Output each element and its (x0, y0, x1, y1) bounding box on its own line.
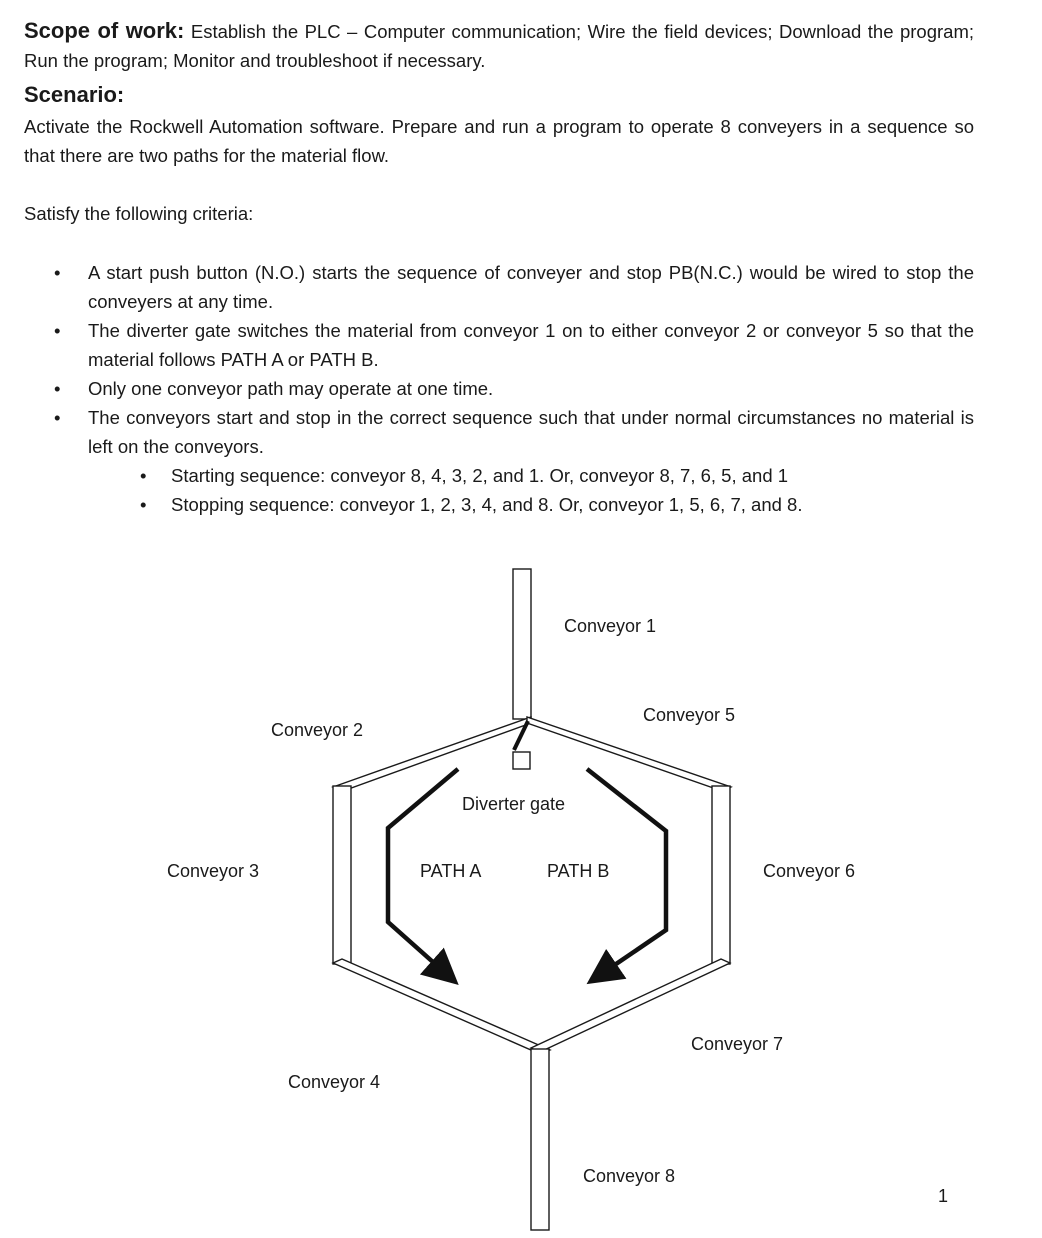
conveyor-3-belt (333, 786, 351, 964)
diverter-gate-label: Diverter gate (462, 794, 566, 814)
bullet-icon: • (54, 262, 61, 283)
bullet-icon: • (140, 494, 147, 515)
conveyor-4-label: Conveyor 4 (288, 1072, 381, 1092)
criteria-item-text: A start push button (N.O.) starts the sequence of conveyer and stop PB(N.C.) would be wired to stop the conveyers at any time. (88, 262, 974, 312)
conveyor-7-label: Conveyor 7 (691, 1034, 784, 1054)
criteria-intro: Satisfy the following criteria: (24, 203, 254, 224)
scope-heading: Scope of work: (24, 18, 185, 43)
stopping-sequence-text: Stopping sequence: conveyor 1, 2, 3, 4, and 8. Or, conveyor 1, 5, 6, 7, and 8. (171, 494, 803, 515)
path-a-label: PATH A (420, 861, 482, 881)
path-b-label: PATH B (547, 861, 610, 881)
scope-text: Establish the PLC – Computer communication; Wire the field devices; Download the program; Run the program; Monitor and troubleshoot if necessary. (24, 21, 974, 71)
bullet-icon: • (54, 320, 61, 341)
conveyor-4-belt (333, 959, 550, 1054)
bullet-icon: • (140, 465, 147, 486)
conveyor-1-belt (513, 569, 531, 719)
criteria-item-text: Only one conveyor path may operate at one time. (88, 378, 494, 399)
conveyor-8-label: Conveyor 8 (583, 1166, 676, 1186)
conveyor-8-belt (531, 1049, 549, 1230)
conveyor-1-label: Conveyor 1 (564, 616, 657, 636)
conveyor-5-belt (527, 717, 731, 791)
starting-sequence-text: Starting sequence: conveyor 8, 4, 3, 2, and 1. Or, conveyor 8, 7, 6, 5, and 1 (171, 465, 789, 486)
conveyor-6-label: Conveyor 6 (763, 861, 856, 881)
conveyor-2-label: Conveyor 2 (271, 720, 364, 740)
bullet-icon: • (54, 407, 61, 428)
page-number: 1 (938, 1186, 949, 1206)
criteria-item-text: The conveyors start and stop in the correct sequence such that under normal circumstances no material is left on the conveyors. (88, 407, 974, 457)
conveyor-5-label: Conveyor 5 (643, 705, 736, 725)
criteria-item-text: The diverter gate switches the material from conveyor 1 on to either conveyor 2 or conveyor 5 so that the material follows PATH A or PATH B. (88, 320, 974, 370)
diverter-gate-box (513, 752, 530, 769)
bullet-icon: • (54, 378, 61, 399)
scenario-heading: Scenario: (24, 82, 125, 107)
scenario-text: Activate the Rockwell Automation software. Prepare and run a program to operate 8 conveyers in a sequence so that there are two paths for the material flow. (24, 116, 974, 166)
conveyor-3-label: Conveyor 3 (167, 861, 260, 881)
conveyor-6-belt (712, 786, 730, 964)
